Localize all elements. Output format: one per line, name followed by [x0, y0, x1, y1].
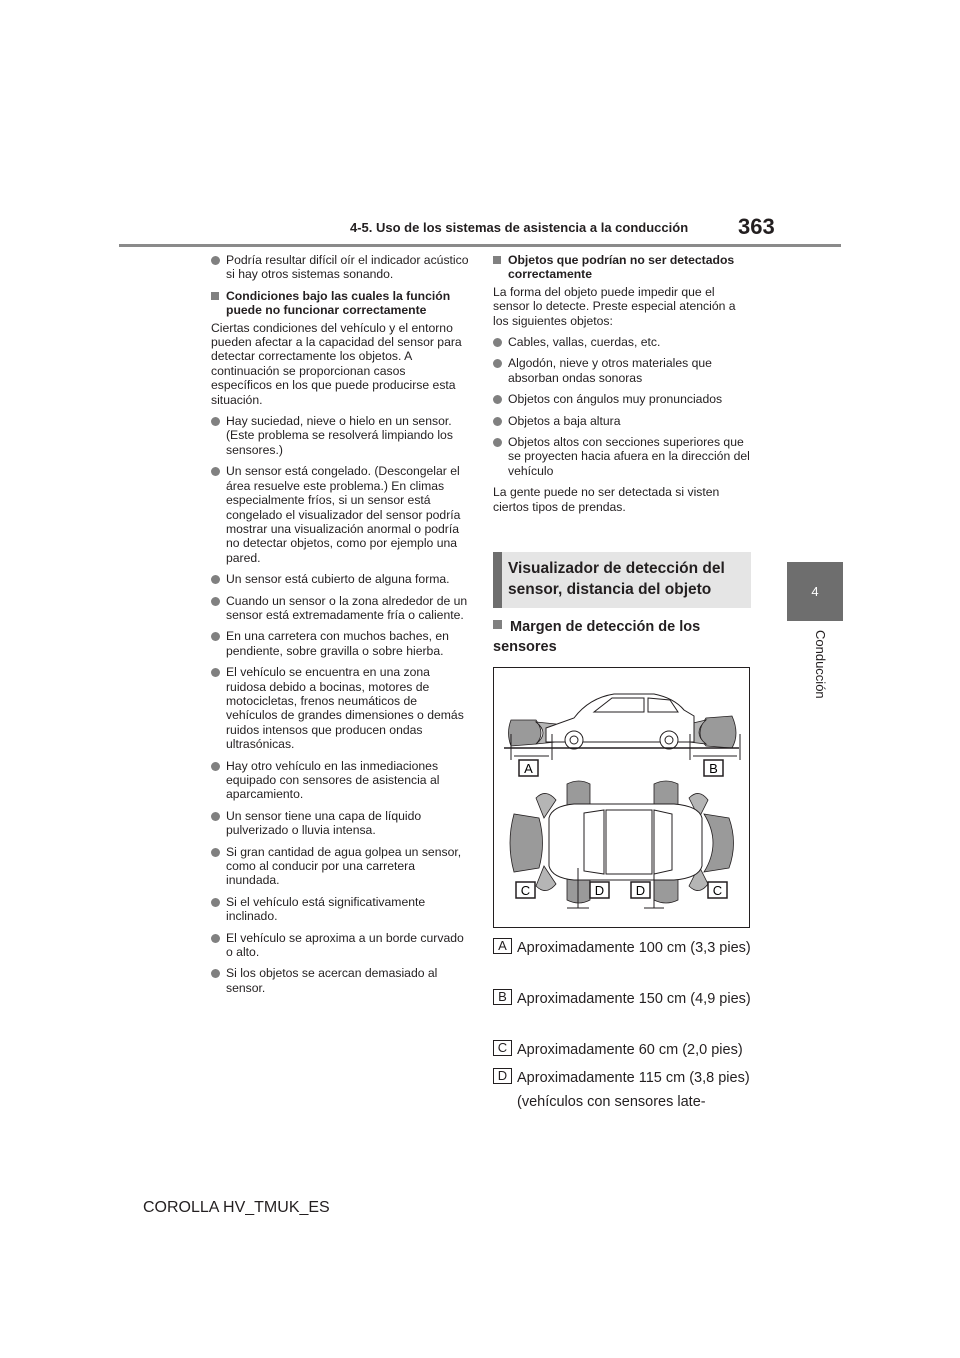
- bullet-item: En una carretera con muchos baches, en pendiente, sobre gravilla o sobre hierba.: [211, 629, 469, 658]
- svg-text:D: D: [594, 883, 605, 898]
- legend-text: Aproximadamente 150 cm (4,9 pies): [517, 991, 751, 1007]
- legend-text: Aproximadamente 100 cm (3,3 pies): [517, 940, 751, 956]
- legend-item-a: [493, 936, 755, 960]
- right-column: [493, 253, 751, 521]
- legend-key: C: [493, 1040, 512, 1056]
- car-side-view: [546, 694, 694, 749]
- bullet-item: Objetos con ángulos muy pronunciados: [493, 392, 751, 406]
- bullet-item: Si los objetos se acercan demasiado al sensor.: [211, 966, 469, 995]
- bullet-item: Podría resultar difícil oír el indicador acústico si hay otros sistemas sonando.: [211, 253, 469, 282]
- section-heading: Visualizador de detección del sensor, distancia del objeto: [493, 552, 751, 608]
- bullet-item: Un sensor tiene una capa de líquido pulverizado o lluvia intensa.: [211, 809, 469, 838]
- bullet-item: Cables, vallas, cuerdas, etc.: [493, 335, 751, 349]
- bullet-item: Objetos altos con secciones superiores que se proyecten hacia afuera en la dirección del vehículo: [493, 435, 751, 478]
- bullet-item: Un sensor está congelado. (Descongelar el área resuelve este problema.) En climas especialmente fríos, si un sensor está congelado el visualizador del sensor podría mostrar una visualización anormal o podría no detectar objetos, como por ejemplo una pared.: [211, 464, 469, 565]
- square-bullet-icon: [493, 620, 502, 629]
- paragraph: La forma del objeto puede impedir que el sensor lo detecte. Preste especial atención a los siguientes objetos:: [493, 284, 736, 328]
- chapter-label: Conducción: [813, 630, 828, 699]
- label-b: [704, 760, 723, 776]
- bullet-item: Si gran cantidad de agua golpea un sensor, como al conducir por una carretera inundada.: [211, 845, 469, 888]
- bullet-item: Cuando un sensor o la zona alrededor de un sensor está extremadamente fría o caliente.: [211, 594, 469, 623]
- page-number: 363: [738, 214, 775, 239]
- car-top-view: [549, 804, 702, 880]
- paragraph: Ciertas condiciones del vehículo y el entorno pueden afectar a la capacidad del sensor para detectar correctamente los objetos. A continuación se proporcionan casos específicos en los que puede producirse esta situación.: [211, 320, 462, 407]
- bullet-item: Si el vehículo está significativamente inclinado.: [211, 895, 469, 924]
- legend-item-d: [493, 1066, 755, 1114]
- bullet-item: Algodón, nieve y otros materiales que absorban ondas sonoras: [493, 356, 751, 385]
- section-title: 4-5. Uso de los sistemas de asistencia a la conducción: [350, 220, 689, 235]
- footer-model: COROLLA HV_TMUK_ES: [143, 1199, 330, 1216]
- subheading-text: Margen de detección de los sensores: [493, 619, 701, 655]
- legend-text: Aproximadamente 60 cm (2,0 pies): [517, 1042, 743, 1058]
- chapter-tab: 4: [787, 562, 843, 621]
- svg-text:A: A: [524, 761, 533, 776]
- bullet-item: Hay suciedad, nieve o hielo en un sensor. (Este problema se resolverá limpiando los sensores.): [211, 414, 469, 457]
- svg-text:D: D: [635, 883, 646, 898]
- legend-item-b: [493, 987, 755, 1011]
- sensor-range-diagram: [493, 667, 750, 928]
- label-d-right: [631, 882, 650, 898]
- sensor-range-illustration: [494, 668, 749, 927]
- label-a: [519, 760, 538, 776]
- svg-text:C: C: [520, 883, 531, 898]
- legend-key: D: [493, 1068, 512, 1084]
- legend-key: B: [493, 989, 512, 1005]
- legend-text: Aproximadamente 115 cm (3,8 pies) (vehículos con sensores late-: [517, 1070, 750, 1110]
- svg-text:C: C: [712, 883, 723, 898]
- bullet-item: El vehículo se aproxima a un borde curvado o alto.: [211, 931, 469, 960]
- bullet-item: El vehículo se encuentra en una zona ruidosa debido a bocinas, motores de motocicletas, frenos neumáticos de vehículos de grandes dimensiones o demás ruidos intensos que producen ondas ultrasónicas.: [211, 665, 469, 751]
- label-c-right: [708, 882, 727, 898]
- subheading: Objetos que podrían no ser detectados correctamente: [493, 253, 751, 282]
- subheading: [493, 617, 751, 657]
- left-column: [211, 253, 469, 1002]
- front-zone-side: [509, 720, 542, 746]
- legend-key: A: [493, 938, 512, 954]
- header-divider: [119, 244, 841, 247]
- bullet-item: Hay otro vehículo en las inmediaciones equipado con sensores de asistencia al aparcamiento.: [211, 759, 469, 802]
- label-c-left: [516, 882, 535, 898]
- svg-text:B: B: [709, 761, 718, 776]
- legend-item-c: [493, 1038, 755, 1062]
- bullet-item: Objetos a baja altura: [493, 414, 751, 428]
- subheading: Condiciones bajo las cuales la función puede no funcionar correctamente: [211, 289, 469, 318]
- bullet-item: Un sensor está cubierto de alguna forma.: [211, 572, 469, 586]
- paragraph: La gente puede no ser detectada si visten ciertos tipos de prendas.: [493, 485, 720, 514]
- label-d-left: [590, 882, 609, 898]
